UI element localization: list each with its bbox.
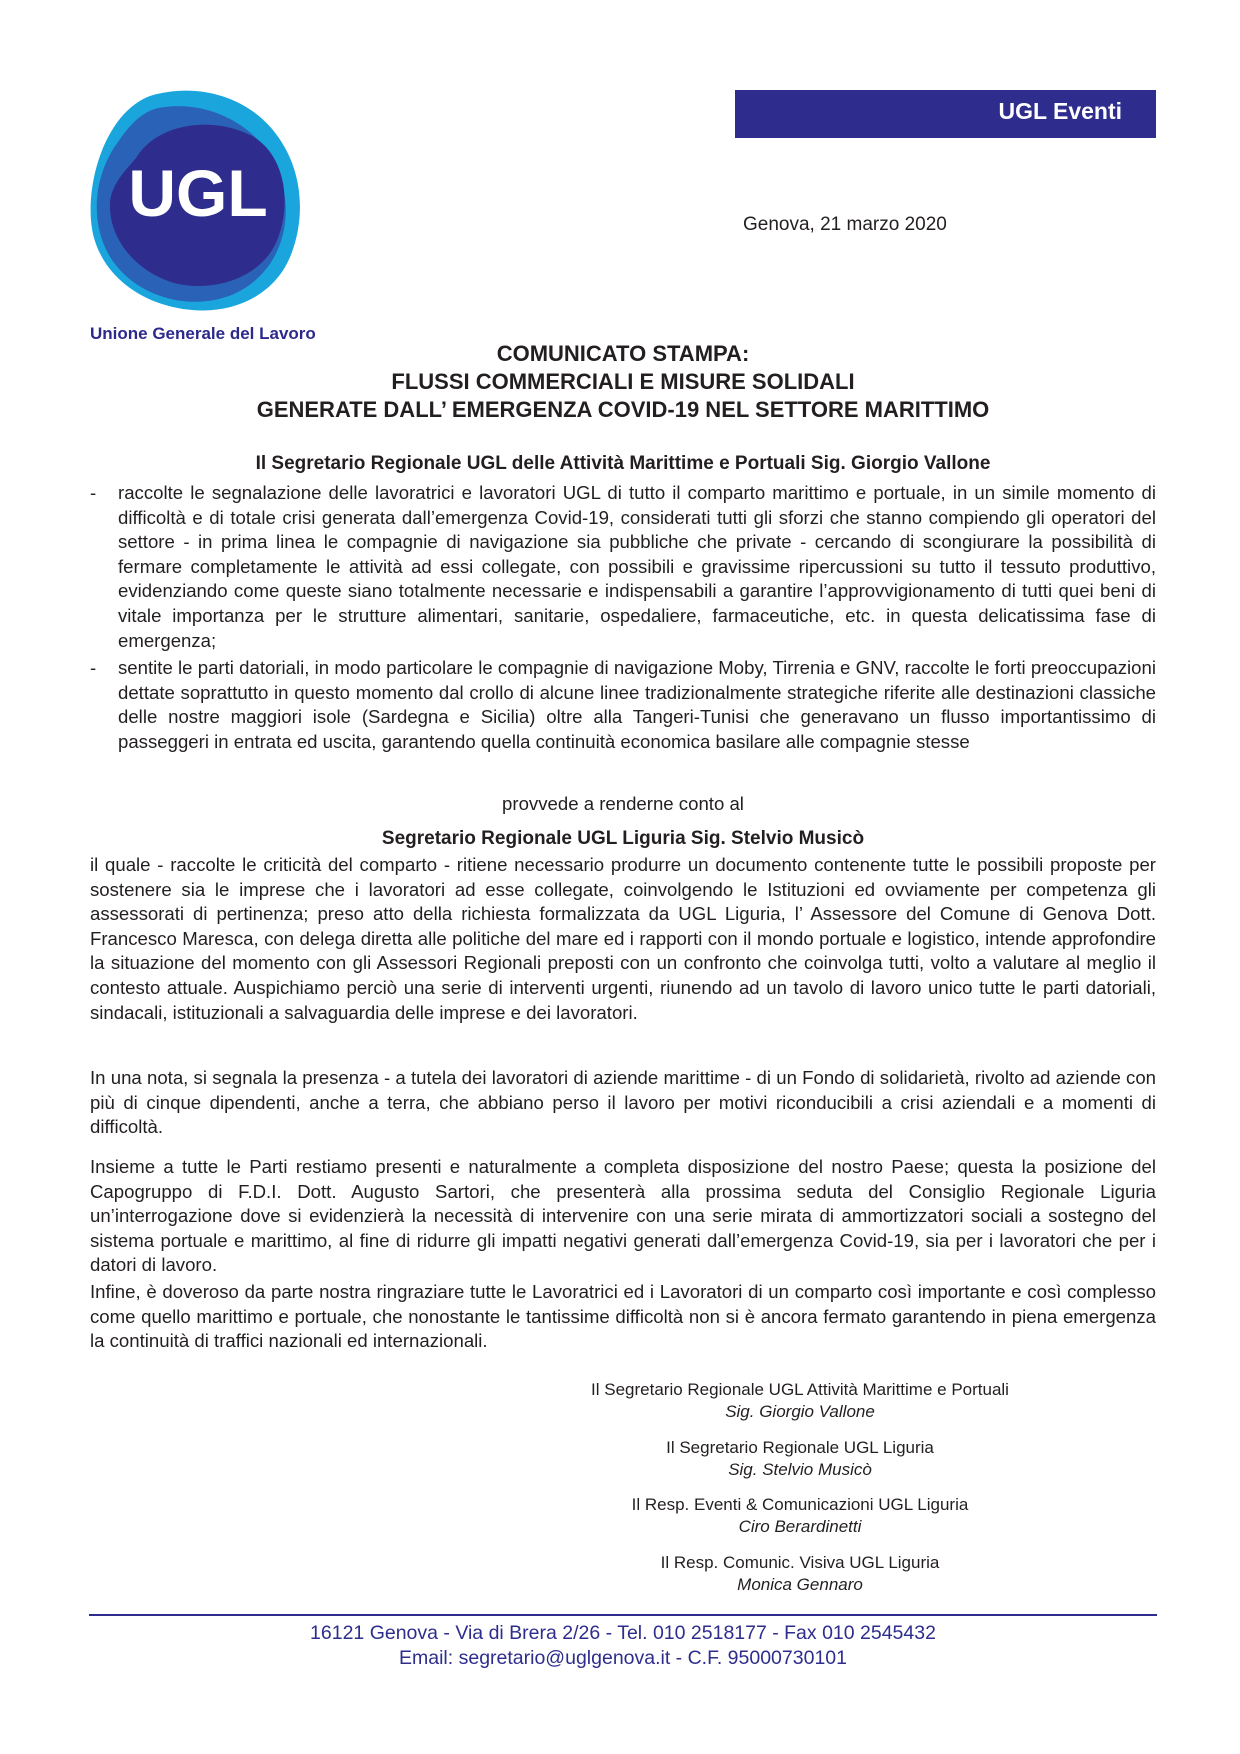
date-line: Genova, 21 marzo 2020 bbox=[743, 214, 947, 235]
footer-address: 16121 Genova - Via di Brera 2/26 - Tel. 010 2518177 - Fax 010 2545432 bbox=[310, 1622, 936, 1644]
subheading-liguria-secretary: Segretario Regionale UGL Liguria Sig. Stelvio Musicò bbox=[381, 828, 865, 849]
list-dash: - bbox=[90, 657, 97, 678]
signature-name: Sig. Giorgio Vallone bbox=[725, 1402, 875, 1421]
footer-divider bbox=[89, 1614, 1157, 1616]
list-item-text: sentite le parti datoriali, in modo particolare le compagnie di navigazione Moby, Tirrenia e GNV, raccolte le forti preoccupazioni dettate soprattutto in questo momento dal crollo di alcune linee tradizionalmente strategiche riferite alle destinazioni classiche delle nostre maggiori isole (Sardegna e Sicilia) oltre alla Tangeri-Tunisi che generavano un flusso importantissimo di passeggeri in entrata ed uscita, garantendo quella continuità economica basilare alle compagnie stesse bbox=[118, 657, 1156, 752]
signature-name: Monica Gennaro bbox=[737, 1574, 863, 1594]
logo-text: UGL bbox=[128, 156, 268, 230]
list-item bbox=[90, 656, 1156, 754]
signature-list bbox=[560, 1379, 1040, 1609]
signature-role: Il Resp. Comunic. Visiva UGL Liguria bbox=[660, 1552, 940, 1572]
signature-role: Il Segretario Regionale UGL Attività Marittime e Portuali bbox=[591, 1380, 1009, 1399]
signature-name: Ciro Berardinetti bbox=[738, 1517, 862, 1536]
title-line-1: COMUNICATO STAMPA: bbox=[496, 341, 750, 366]
signature-block bbox=[560, 1379, 1040, 1437]
list-dash: - bbox=[90, 482, 97, 503]
footer-contact: Email: segretario@uglgenova.it - C.F. 95000730101 bbox=[399, 1647, 847, 1669]
press-release-title bbox=[90, 340, 1156, 424]
list-item-text: raccolte le segnalazione delle lavoratrici e lavoratori UGL di tutto il comparto marittimo e portuale, in un simile momento di difficoltà e di totale crisi generata dall’emergenza Covid-19, considerati tutti gli sforzi che stanno compiendo gli operatori del settore - in prima linea le compagnie di navigazione sia pubbliche che private - cercando di scongiurare la possibilità di fermare completamente le attività ad essi collegate, con possibili e gravissime ripercussioni su tutto il tessuto produttivo, evidenziando come queste siano totalmente necessarie e indispensabili a garantire l’approvvigionamento di tutti quei beni di vitale importanza per le strutture alimentari, sanitarie, ospedaliere, farmaceutiche, etc. in questa delicatissima fase di emergenza; bbox=[118, 482, 1156, 651]
signature-role: Il Segretario Regionale UGL Liguria bbox=[666, 1437, 934, 1457]
signature-block bbox=[560, 1552, 1040, 1610]
ugl-logo bbox=[88, 88, 300, 312]
header-bar bbox=[735, 90, 1156, 138]
footer bbox=[90, 1621, 1156, 1671]
paragraph: In una nota, si segnala la presenza - a tutela dei lavoratori di aziende marittime - di un Fondo di solidarietà, rivolto ad aziende con più di cinque dipendenti, anche a terra, che abbiano perso il lavoro per motivi riconducibili a crisi aziendali e a momenti di difficoltà. bbox=[90, 1067, 1156, 1138]
paragraph: Insieme a tutte le Parti restiamo presenti e naturalmente a completa disposizione del nostro Paese; questa la posizione del Capogruppo di F.D.I. Dott. Augusto Sartori, che presenterà alla prossima seduta del Consiglio Regionale Liguria un’interrogazione dove si evidenzierà la necessità di intervenire con una serie mirata di ammortizzatori sociali a sostegno del sistema portuale e marittimo, al fine di ridurre gli impatti negativi generati dall’emergenza Covid-19, sia per i lavoratori che per i datori di lavoro. bbox=[90, 1156, 1156, 1276]
organization-name: Unione Generale del Lavoro bbox=[90, 324, 316, 343]
paragraph: Infine, è doveroso da parte nostra ringraziare tutte le Lavoratrici ed i Lavoratori di un comparto così importante e così complesso come quello marittimo e portuale, che nonostante le tantissime difficoltà non si è ancora fermato garantendo in piena emergenza la continuità di traffici nazionali ed internazionali. bbox=[90, 1281, 1156, 1352]
subheading-regional-secretary: Il Segretario Regionale UGL delle Attività Marittime e Portuali Sig. Giorgio Vallone bbox=[255, 453, 991, 474]
signature-block bbox=[560, 1494, 1040, 1552]
title-line-3: GENERATE DALL’ EMERGENZA COVID-19 NEL SETTORE MARITTIMO bbox=[256, 397, 990, 422]
header-bar-label: UGL Eventi bbox=[998, 98, 1122, 124]
transition-line: provvede a renderne conto al bbox=[502, 793, 744, 814]
paragraph: il quale - raccolte le criticità del comparto - ritiene necessario produrre un documento contenente tutte le possibili proposte per sostenere sia le imprese che i lavoratori ad esse collegate, coinvolgendo le Istituzioni ed ovviamente per competenza gli assessorati di pertinenza; preso atto della richiesta formalizzata da UGL Liguria, l’ Assessore del Comune di Genova Dott. Francesco Maresca, con delega diretta alle politiche del mare ed i rapporti con il mondo portuale e logistico, intende approfondire la situazione del momento con gli Assessori Regionali preposti con un confronto che coinvolga tutti, volto a valutare al meglio il contesto attuale. Auspichiamo perciò una serie di interventi urgenti, riunendo ad un tavolo di lavoro unico tutte le parti datoriali, sindacali, istituzionali a salvaguardia delle imprese e dei lavoratori. bbox=[90, 854, 1156, 1023]
signature-block bbox=[560, 1437, 1040, 1495]
signature-name: Sig. Stelvio Musicò bbox=[728, 1459, 872, 1479]
signature-role: Il Resp. Eventi & Comunicazioni UGL Liguria bbox=[631, 1495, 969, 1514]
list-item bbox=[90, 481, 1156, 653]
title-line-2: FLUSSI COMMERCIALI E MISURE SOLIDALI bbox=[391, 369, 855, 394]
